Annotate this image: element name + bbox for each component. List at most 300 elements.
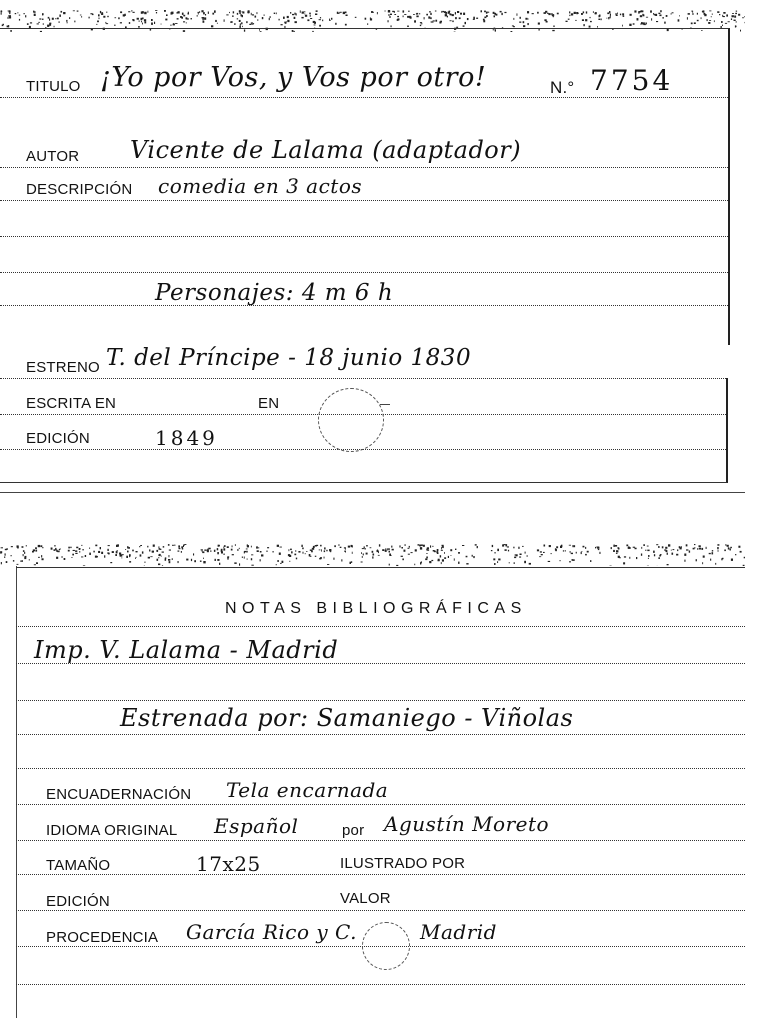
edge-speck <box>262 17 264 19</box>
edge-speck <box>425 558 427 560</box>
edge-speck <box>442 559 444 561</box>
edge-speck <box>158 547 159 548</box>
edge-speck <box>242 11 243 12</box>
edge-speck <box>520 17 521 19</box>
edge-speck <box>712 552 714 554</box>
edge-speck <box>97 21 99 23</box>
edge-speck <box>409 16 411 18</box>
edge-speck <box>128 11 130 12</box>
edge-speck <box>744 16 745 17</box>
edge-speck <box>68 550 70 552</box>
rule-line <box>16 768 745 769</box>
edge-speck <box>256 546 258 548</box>
edge-speck <box>11 546 13 547</box>
rule-line <box>16 840 745 841</box>
edge-speck <box>42 558 44 560</box>
edge-speck <box>659 15 661 17</box>
edge-speck <box>211 25 213 27</box>
edge-speck <box>142 23 143 25</box>
edge-speck <box>577 13 579 14</box>
edge-speck <box>34 564 36 565</box>
edge-speck <box>473 556 474 558</box>
edge-speck <box>717 547 719 549</box>
edge-speck <box>463 25 465 26</box>
note-line-1: Imp. V. Lalama - Madrid <box>34 636 339 664</box>
edge-speck <box>200 561 202 562</box>
edge-speck <box>740 30 741 32</box>
edge-speck <box>309 554 311 556</box>
edge-speck <box>523 21 525 23</box>
edge-speck <box>142 18 144 20</box>
edge-speck <box>367 23 368 24</box>
edge-speck <box>219 563 220 565</box>
edge-speck <box>57 551 59 552</box>
edge-speck <box>611 547 612 549</box>
edge-speck <box>331 18 332 20</box>
edge-speck <box>653 13 654 15</box>
edge-speck <box>201 10 203 12</box>
edge-speck <box>295 21 297 23</box>
edge-speck <box>152 551 154 552</box>
edge-speck <box>319 25 321 27</box>
edge-speck <box>20 560 21 562</box>
edge-speck <box>100 547 101 549</box>
edge-speck <box>512 25 514 26</box>
rule-line <box>16 626 745 627</box>
edge-speck <box>641 22 643 24</box>
edge-speck <box>24 557 26 559</box>
edge-speck <box>575 20 576 21</box>
edge-speck <box>697 13 698 15</box>
edge-speck <box>684 554 686 556</box>
edge-speck <box>181 551 182 553</box>
edge-speck <box>428 16 430 18</box>
edge-speck <box>117 550 118 551</box>
edge-speck <box>314 25 316 26</box>
edge-speck <box>574 12 576 14</box>
edge-speck <box>178 561 179 563</box>
edge-speck <box>272 551 273 552</box>
edge-speck <box>615 545 617 547</box>
edge-speck <box>725 23 727 24</box>
edge-speck <box>585 554 587 556</box>
edge-speck <box>672 12 674 13</box>
edge-speck <box>260 559 261 561</box>
edge-speck <box>74 21 75 23</box>
titulo-label: TITULO <box>26 78 81 95</box>
edge-speck <box>689 551 690 553</box>
edge-speck <box>239 13 241 14</box>
edge-speck <box>691 11 693 12</box>
edge-speck <box>551 553 552 554</box>
edge-speck <box>301 17 303 19</box>
edge-speck <box>319 550 321 551</box>
edge-speck <box>388 20 389 22</box>
edge-speck <box>304 13 305 14</box>
edge-speck <box>419 545 421 547</box>
edge-speck <box>42 547 43 548</box>
edge-speck <box>333 558 334 560</box>
edge-speck <box>740 551 742 553</box>
edge-speck <box>240 23 241 25</box>
edge-speck <box>232 554 234 555</box>
edge-speck <box>736 26 737 28</box>
edge-speck <box>8 15 9 16</box>
edge-speck <box>261 554 263 556</box>
edge-speck <box>329 19 330 21</box>
edge-speck <box>304 11 306 12</box>
edge-speck <box>305 553 306 554</box>
edge-speck <box>507 546 509 547</box>
edge-speck <box>83 565 85 566</box>
edge-speck <box>421 544 423 546</box>
edge-speck <box>302 548 304 550</box>
edge-speck <box>30 22 32 23</box>
edge-speck <box>244 557 245 559</box>
edge-speck <box>151 23 153 25</box>
edge-speck <box>76 547 78 549</box>
edge-speck <box>183 545 184 547</box>
edge-speck <box>618 548 620 550</box>
edge-speck <box>63 12 65 14</box>
edge-speck <box>513 18 514 20</box>
edge-speck <box>127 551 129 553</box>
edge-speck <box>140 554 142 556</box>
edge-speck <box>711 16 712 17</box>
edge-speck <box>411 552 413 553</box>
edge-speck <box>214 550 216 552</box>
edge-speck <box>178 11 180 13</box>
edge-speck <box>498 559 500 561</box>
edge-speck <box>79 551 80 552</box>
edge-speck <box>168 559 170 561</box>
edge-speck <box>481 10 483 12</box>
edge-speck <box>551 13 552 15</box>
edge-speck <box>402 559 404 561</box>
edge-speck <box>637 18 639 20</box>
edge-speck <box>651 18 652 20</box>
edge-speck <box>253 23 254 24</box>
edge-speck <box>448 13 449 14</box>
edge-speck <box>15 13 17 14</box>
edge-speck <box>151 19 153 21</box>
edge-speck <box>441 562 442 564</box>
edge-speck <box>56 550 57 551</box>
edge-speck <box>389 551 391 553</box>
edge-speck <box>508 550 509 552</box>
edge-speck <box>414 20 416 22</box>
edge-speck <box>137 18 139 20</box>
edge-speck <box>650 10 652 12</box>
edge-speck <box>129 561 131 563</box>
edge-speck <box>312 548 314 550</box>
edge-speck <box>9 16 11 18</box>
tamano-value: 17x25 <box>196 852 261 876</box>
edge-speck <box>295 550 296 551</box>
edge-speck <box>296 13 297 15</box>
edicion-label: EDICIÓN <box>26 430 90 447</box>
edge-speck <box>49 24 51 26</box>
edge-speck <box>186 559 188 561</box>
edge-speck <box>467 18 469 20</box>
edge-speck <box>694 22 696 24</box>
edge-speck <box>320 17 321 18</box>
edge-speck <box>264 15 265 16</box>
edge-speck <box>372 556 373 558</box>
edge-speck <box>188 12 189 14</box>
edge-speck <box>244 551 246 552</box>
edge-speck <box>597 547 599 549</box>
en-label: EN <box>258 395 280 412</box>
edge-speck <box>476 18 478 19</box>
edge-speck <box>364 548 366 549</box>
edge-speck <box>249 24 251 25</box>
edge-speck <box>294 17 296 19</box>
edge-speck <box>246 549 248 550</box>
edge-speck <box>702 562 703 564</box>
edge-speck <box>208 12 209 14</box>
edge-speck <box>743 565 745 566</box>
edge-speck <box>668 544 670 546</box>
edge-speck <box>165 19 167 21</box>
edge-speck <box>67 22 68 23</box>
edge-speck <box>54 545 55 546</box>
edge-speck <box>133 19 135 21</box>
edge-speck <box>118 17 120 19</box>
edge-speck <box>394 11 395 13</box>
edge-speck <box>9 13 10 15</box>
edge-speck <box>734 20 736 21</box>
edge-speck <box>563 550 564 552</box>
edge-speck <box>704 14 706 16</box>
edge-speck <box>1 562 2 564</box>
edge-speck <box>718 550 719 551</box>
edge-speck <box>203 12 205 14</box>
edge-speck <box>223 554 224 555</box>
edge-speck <box>610 16 611 18</box>
edge-speck <box>345 24 347 26</box>
edge-speck <box>178 545 180 547</box>
edge-speck <box>23 550 25 552</box>
edge-speck <box>583 546 585 548</box>
edge-speck <box>37 23 39 24</box>
edge-speck <box>361 562 363 563</box>
edge-speck <box>527 11 529 13</box>
edge-speck <box>688 13 690 15</box>
edge-speck <box>431 560 433 561</box>
edge-speck <box>42 19 44 20</box>
edge-speck <box>251 565 253 566</box>
edge-speck <box>712 550 713 551</box>
edge-speck <box>399 545 400 547</box>
edge-speck <box>343 12 345 14</box>
edge-speck <box>572 545 573 547</box>
edge-speck <box>618 556 620 558</box>
edge-speck <box>710 559 711 561</box>
rule-line <box>16 700 745 701</box>
edge-speck <box>455 549 456 550</box>
edge-speck <box>429 561 431 563</box>
card-separator <box>0 492 745 493</box>
tamano-label: TAMAÑO <box>46 857 111 874</box>
edge-speck <box>630 14 632 16</box>
edge-speck <box>129 22 130 24</box>
edge-speck <box>221 549 223 551</box>
edge-speck <box>227 546 229 548</box>
edge-speck <box>22 560 23 562</box>
edge-speck <box>345 551 346 553</box>
edge-speck <box>324 557 325 559</box>
edge-speck <box>633 547 635 548</box>
edge-speck <box>697 548 698 550</box>
edge-speck <box>626 545 628 547</box>
edge-speck <box>655 14 657 16</box>
edge-speck <box>150 556 152 557</box>
edge-speck <box>623 562 625 564</box>
edge-speck <box>197 15 199 16</box>
edge-speck <box>257 12 258 14</box>
edge-speck <box>699 548 701 550</box>
edge-speck <box>223 548 225 550</box>
edge-speck <box>233 11 234 13</box>
edge-speck <box>260 551 262 553</box>
edge-speck <box>4 557 5 558</box>
edge-speck <box>0 551 2 553</box>
edge-speck <box>35 547 37 549</box>
edge-speck <box>477 546 478 548</box>
edge-speck <box>382 549 384 551</box>
edge-speck <box>322 20 323 22</box>
edge-speck <box>654 554 655 556</box>
edge-speck <box>49 19 50 21</box>
rule-line <box>16 874 745 875</box>
edge-speck <box>155 10 157 11</box>
edge-speck <box>182 13 184 15</box>
edge-speck <box>455 12 456 14</box>
edge-speck <box>13 560 14 562</box>
estreno-label: ESTRENO <box>26 359 100 376</box>
edge-speck <box>576 552 577 554</box>
edge-speck <box>239 10 241 12</box>
edge-speck <box>391 25 392 27</box>
edge-speck <box>585 19 587 21</box>
edge-speck <box>569 15 570 16</box>
edge-speck <box>126 556 128 558</box>
edge-speck <box>169 561 171 563</box>
edge-speck <box>252 14 254 15</box>
edge-speck <box>442 11 444 12</box>
edge-speck <box>387 548 388 550</box>
edge-speck <box>114 25 115 26</box>
edge-speck <box>27 23 29 25</box>
edge-speck <box>330 550 331 552</box>
edge-speck <box>242 15 244 17</box>
edge-speck <box>423 545 425 547</box>
edge-speck <box>656 21 658 22</box>
edge-speck <box>731 559 733 561</box>
edge-speck <box>629 557 630 559</box>
edge-speck <box>361 552 362 554</box>
edge-speck <box>89 553 91 555</box>
edge-speck <box>492 545 493 547</box>
edge-speck <box>141 21 142 23</box>
edge-speck <box>52 18 54 20</box>
edge-speck <box>23 13 25 14</box>
edge-speck <box>426 557 428 559</box>
edge-speck <box>154 22 155 24</box>
rule-line <box>16 567 745 568</box>
edge-speck <box>350 562 352 564</box>
edge-speck <box>409 546 410 548</box>
edge-speck <box>736 21 737 22</box>
edge-speck <box>544 545 546 547</box>
edge-speck <box>686 549 688 550</box>
edge-speck <box>595 547 596 549</box>
edge-speck <box>450 20 452 21</box>
descripcion-value: comedia en 3 actos <box>158 174 363 198</box>
edge-speck <box>279 553 281 555</box>
edge-speck <box>232 545 233 547</box>
edge-speck <box>173 23 174 24</box>
library-stamp <box>318 388 384 452</box>
edge-speck <box>334 545 336 547</box>
edge-speck <box>658 557 660 559</box>
edge-speck <box>355 17 357 18</box>
edge-speck <box>171 12 173 14</box>
edge-speck <box>291 551 293 553</box>
edge-speck <box>174 545 175 547</box>
edge-speck <box>573 545 575 547</box>
edge-speck <box>362 556 363 558</box>
edge-speck <box>226 14 228 15</box>
edge-speck <box>660 10 662 12</box>
edge-speck <box>462 545 464 546</box>
edge-speck <box>116 551 118 553</box>
edge-speck <box>136 557 137 558</box>
edge-speck <box>300 10 301 12</box>
edge-speck <box>645 550 646 551</box>
edge-speck <box>149 549 150 551</box>
edge-speck <box>23 554 24 556</box>
edge-speck <box>139 546 140 547</box>
edge-speck <box>68 547 70 549</box>
edge-speck <box>667 553 668 555</box>
edge-speck <box>161 556 162 557</box>
edge-speck <box>61 11 63 13</box>
edge-speck <box>269 18 270 20</box>
edge-speck <box>593 11 594 13</box>
edge-speck <box>415 549 417 551</box>
edge-speck <box>500 11 502 13</box>
edge-speck <box>598 549 600 550</box>
rule-line <box>0 378 726 379</box>
edge-speck <box>193 553 194 555</box>
edge-speck <box>684 560 685 562</box>
edge-speck <box>121 558 122 559</box>
edge-speck <box>35 550 37 552</box>
edge-speck <box>583 24 584 26</box>
edge-speck <box>257 550 259 552</box>
edge-speck <box>728 21 730 22</box>
edge-speck <box>472 555 473 557</box>
edge-speck <box>156 12 157 13</box>
edge-speck <box>203 561 205 563</box>
edge-speck <box>306 551 307 552</box>
edge-speck <box>230 21 232 23</box>
edge-speck <box>40 545 42 547</box>
edge-speck <box>372 551 374 553</box>
edge-speck <box>119 553 121 555</box>
